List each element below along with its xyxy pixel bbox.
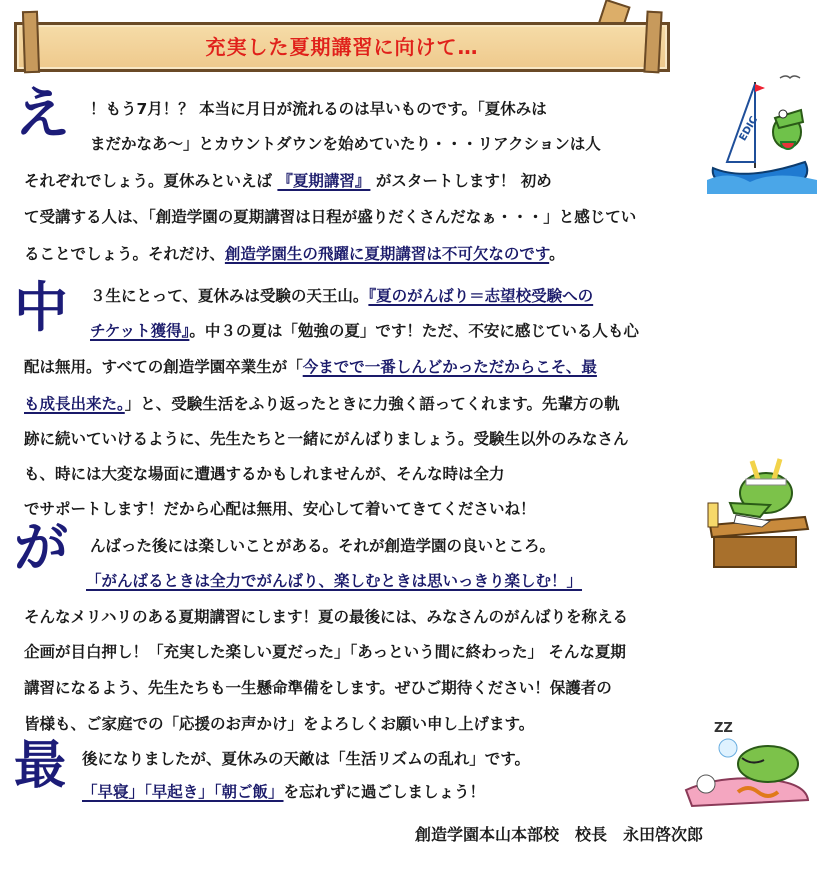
sleeping-mascot-illustration [682,720,812,812]
text-line: 「早寝」「早起き」「朝ご飯」を忘れずに過ごしましょう！ [82,783,486,801]
highlight-text: 「早寝」「早起き」「朝ご飯」 [82,783,284,801]
dropcap-naka: 中 [14,275,68,339]
sailboat-mascot-illustration [705,70,820,195]
highlight-text: 「がんばるときは全力でがんばり、楽しむときは思いっきり楽しむ！」 [86,572,583,590]
crocodile-eye [779,110,787,118]
highlight-text: チケット獲得』 [90,322,190,340]
watermelon-icon [781,142,795,149]
text-line: ることでしょう。それだけ、創造学園生の飛躍に夏期講習は不可欠なのです。 [24,245,565,263]
highlight-text: 創造学園生の飛躍に夏期講習は不可欠なのです [224,245,550,263]
flag [755,84,765,92]
pencil-cup [708,503,718,527]
text-line: も成長出来た。」と、受験生活をふり返ったときに力強く語ってくれます。先輩方の軌 [24,395,620,413]
text-line: て受講する人は、「創造学園の夏期講習は日程が盛りだくさんだなぁ・・・」と感じてい [24,208,637,226]
text-line: 後になりましたが、夏休みの天敵は「生活リズムの乱れ」です。 [82,750,530,768]
sleep-zz-icon: ZZ [714,721,733,736]
text-line: 皆様も、ご家庭での「応援のお声かけ」をよろしくお願い申し上げます。 [24,715,535,733]
text-line: そんなメリハリのある夏期講習にします！夏の最後には、みなさんのがんばりを称える [24,608,629,626]
sail-label: EDIC [737,114,761,143]
dropcap-sai: 最 [14,735,67,796]
text-line: 跡に続いていけるように、先生たちと一緒にがんばりましょう。受験生以外のみなさん [24,430,629,448]
crocodile-head [738,746,798,782]
studying-mascot-illustration [700,455,815,575]
page-title: 充実した夏期講習に向けて… [205,35,479,59]
text-line: ３生にとって、夏休みは受験の天王山。『夏のがんばり＝志望校受験への [90,287,594,305]
text-line: まだかなあ～」とカウントダウンを始めていたり・・・リアクションは人 [90,135,601,153]
text-line: んばった後には楽しいことがある。それが創造学園の良いところ。 [90,537,556,555]
seagull-icon [780,76,800,78]
highlight-text: 『夏のがんばり＝志望校受験への [368,287,594,305]
dropcap-e: え [14,81,70,147]
headband [746,479,786,485]
text-line: 配は無用。すべての創造学園卒業生が「今までで一番しんどかっただからこそ、最 [24,358,597,376]
alarm-clock-icon [697,775,715,793]
dropcap-ga: が [14,515,68,579]
text-line: チケット獲得』。中３の夏は「勉強の夏」です！ただ、不安に感じている人も心 [90,322,639,340]
water-waves [707,175,817,194]
text-line: も、時には大変な場面に遭遇するかもしれませんが、そんな時は全力 [24,465,505,483]
text-line: それぞれでしょう。夏休みといえば 『夏期講習』 がスタートします！ 初め [24,172,552,190]
text-line: 企画が目白押し！「充実した楽しい夏だった」「あっという間に終わった」 そんな夏期 [24,643,626,661]
highlight-text: 今までで一番しんどかっただからこそ、最 [302,358,597,376]
highlight-text: 『夏期講習』 [277,172,371,190]
highlight-text: も成長出来た。 [24,395,125,413]
text-line: でサポートします！だから心配は無用、安心して着いてきてくださいね！ [24,500,536,518]
snot-bubble [719,739,737,757]
signature: 創造学園本山本部校 校長 永田啓次郎 [415,825,704,844]
text-line: 講習になるよう、先生たちも一生懸命準備をします。ぜひご期待ください！保護者の [24,679,612,697]
text-line: ！もう7月！？ 本当に月日が流れるのは早いものです。「夏休みは [90,100,547,118]
desk-front [714,537,796,567]
